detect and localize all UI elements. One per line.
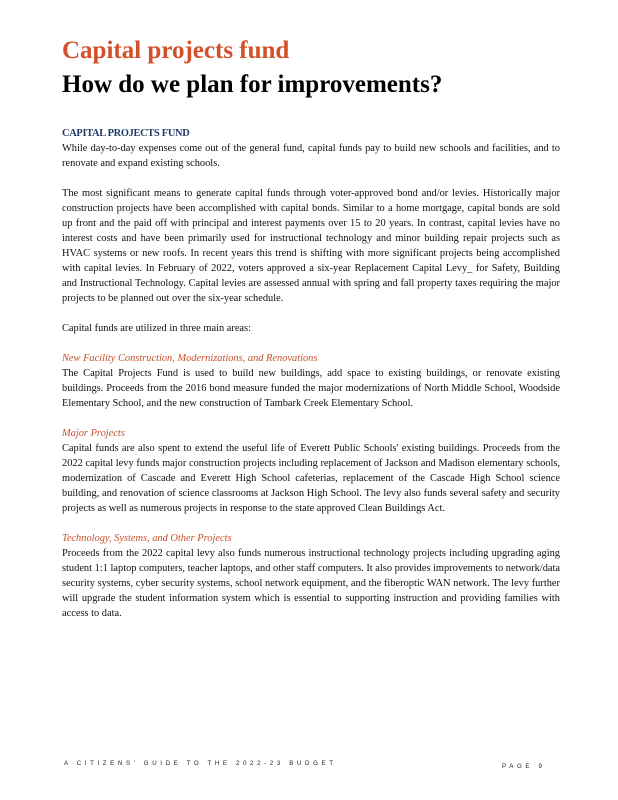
funding-means-paragraph: The most significant means to generate capital funds through voter-approved bond and/or levies. Historically major construction projects have been accomplished with capital bonds. Similar to a home mortgage, capital bonds are sold up front and the paid off with principal and interest payments over 15 to 20 years. In contrast, capital levies have no interest costs and have been primarily used for instructional technology and minor building repair projects such as HVAC systems or new roofs. In recent years this trend is shifting with more significant projects being accomplished with capital levies. In February of 2022, voters approved a six-year Replacement Capital Levy_ for Safety, Building and Instructional Technology. Capital levies are assessed annual with spring and fall property taxes requiring the major projects to be planned out over the six-year schedule. xyxy=(62,188,560,304)
page-subtitle: How do we plan for improvements? xyxy=(62,71,443,98)
section-heading: CAPITAL PROJECTS FUND xyxy=(62,128,190,139)
footer-guide-title: A CITIZENS' GUIDE TO THE 2022-23 BUDGET xyxy=(64,760,337,767)
footer-page-number: PAGE 9 xyxy=(502,763,546,770)
area-body-new-facility: The Capital Projects Fund is used to build new buildings, add space to existing buildings, or renovate existing buildings. Proceeds from the 2016 bond measure funded the major modernizations of North Middle School, Woodside Elementary School, and the new construction of Tambark Creek Elementary School. xyxy=(62,368,560,409)
areas-intro-paragraph: Capital funds are utilized in three main areas: xyxy=(62,323,251,334)
area-heading-new-facility: New Facility Construction, Modernizations, and Renovations xyxy=(62,353,318,364)
page-title: Capital projects fund xyxy=(62,37,290,64)
area-heading-major-projects: Major Projects xyxy=(62,428,125,439)
area-heading-technology: Technology, Systems, and Other Projects xyxy=(62,533,232,544)
main-content xyxy=(62,127,560,621)
area-body-major-projects: Capital funds are also spent to extend the useful life of Everett Public Schools' existing buildings. Proceeds from the 2022 capital levy funds major construction projects including replacement of Jackson and Madison elementary schools, modernization of Cascade and Everett High School cafeterias, replacement of the Cascade High School science building, and renovation of science classrooms at Jackson High School. The levy also funds several safety and security projects as well as numerous projects in response to the state approved Clean Buildings Act. xyxy=(62,443,560,514)
area-body-technology: Proceeds from the 2022 capital levy also funds numerous instructional technology projects including upgrading aging student 1:1 laptop computers, teacher laptops, and other staff computers. It also provides improvements to network/data security systems, cyber security systems, school network equipment, and the fiberoptic WAN network. The levy further will upgrade the student information system which is essential to supporting instruction and providing families with access to data. xyxy=(62,548,560,619)
intro-paragraph: While day-to-day expenses come out of the general fund, capital funds pay to build new schools and facilities, and to renovate and expand existing schools. xyxy=(62,143,560,169)
